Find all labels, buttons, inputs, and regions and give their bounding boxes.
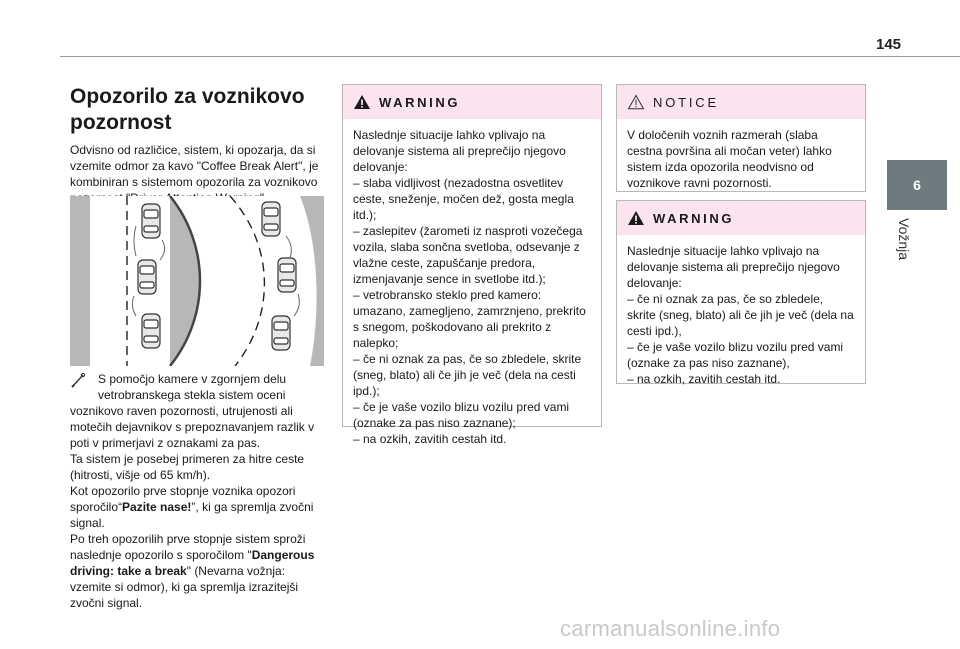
- warning1-line: – vetrobransko steklo pred kamero: umazano, zamegljeno, zamrznjeno, prekrito s snegom, poškodovano ali prekrito z nalepko;: [353, 288, 586, 350]
- warning-triangle-icon: [627, 210, 645, 226]
- tip-paragraph-2: Ta sistem je posebej primeren za hitre ceste (hitrosti, višje od 65 km/h).: [70, 452, 305, 482]
- chapter-number: 6: [913, 177, 921, 193]
- lane-drift-illustration: [70, 196, 324, 366]
- tip-pen-icon: [70, 372, 86, 388]
- notice-label: NOTICE: [653, 94, 719, 110]
- intro-paragraph: Odvisno od različice, sistem, ki opozarja, da si vzemite odmor za kavo "Coffee Break Alert", je kombiniran s sistemom opozorila za voznikovo: [70, 143, 319, 189]
- warning1-line: – zaslepitev (žarometi iz nasproti vozečega vozila, slaba sončna svetloba, odsevanje z vlažne ceste, zapuščanje predora, izmenjavanje sence in svetlobe itd.);: [353, 224, 583, 286]
- warning-header-1: [343, 85, 601, 119]
- notice-header: [617, 85, 865, 119]
- tip-paragraph-3: Kot opozorilo prve stopnje voznika opozori sporočilo“Pazite nase!”, ki ga spremlja zvočni signal.: [70, 484, 314, 530]
- section-column: [70, 84, 325, 206]
- notice-triangle-icon: [627, 94, 645, 110]
- warning-box-1: [342, 84, 602, 446]
- header-rule: [60, 56, 960, 57]
- warning1-line: – slaba vidljivost (nezadostna osvetlitev ceste, sneženje, močen dež, gosta megla itd.);: [353, 176, 574, 222]
- warning2-line: – če je vaše vozilo blizu vozilu pred vami (oznake za pas niso zaznane),: [627, 340, 844, 370]
- section-title: Opozorilo za voznikovo pozornost: [70, 85, 305, 134]
- warning2-line: – če ni oznak za pas, če so zbledele, skrite (sneg, blato) ali če jih je več (dela na cesti ipd.),: [627, 292, 854, 338]
- warning-header-2: [617, 201, 865, 235]
- warning-label-2: WARNING: [653, 210, 735, 226]
- warning1-line: – na ozkih, zavitih cestah itd.: [353, 432, 507, 446]
- warning2-line: – na ozkih, zavitih cestah itd.: [627, 372, 781, 386]
- notice-body: [617, 119, 865, 199]
- lane-drift-drawing: [70, 196, 324, 366]
- warning1-line: – če je vaše vozilo blizu vozilu pred vami (oznake za pas niso zaznane);: [353, 400, 570, 430]
- watermark: carmanualsonline.info: [560, 616, 781, 641]
- notice-box: [616, 84, 866, 192]
- warning-triangle-icon: [353, 94, 371, 110]
- notice-text: V določenih voznih razmerah (slaba cestna površina ali močan veter) lahko sistem izda opozorila neodvisno od voznikove ravni pozornosti.: [627, 128, 832, 190]
- tip-paragraph-1: voznikovo raven pozornosti, utrujenosti ali motečih dejavnikov s prepoznavanjem razlik v poti v primerjavi z oznakami za pas.: [70, 404, 315, 450]
- warning-box-2: [616, 200, 866, 384]
- tip-line-1: S pomočjo kamere v zgornjem delu: [98, 372, 287, 386]
- warning-body-1: [343, 119, 601, 455]
- tip-line-2: vetrobranskega stekla sistem oceni: [98, 388, 286, 402]
- warning1-line: – če ni oznak za pas, če so zbledele, skrite (sneg, blato) ali če jih je več (dela na cesti ipd.);: [353, 352, 582, 398]
- warning-label-1: WARNING: [379, 94, 461, 110]
- warning-body-2: [617, 235, 865, 395]
- warning2-line: Naslednje situacije lahko vplivajo na delovanje sistema ali preprečijo njegovo delovanje:: [627, 244, 840, 290]
- tip-block: [70, 371, 326, 611]
- page-number: 145: [876, 36, 902, 53]
- chapter-tab[interactable]: [887, 160, 947, 210]
- warning1-line: Naslednje situacije lahko vplivajo na delovanje sistema ali preprečijo njegovo delovanje:: [353, 128, 566, 174]
- chapter-label: Vožnja: [896, 218, 912, 261]
- tip-paragraph-4: Po treh opozorilih prve stopnje sistem sproži naslednje opozorilo s sporočilom "Dangerous driving: take a break" (Nevarna vožnja: vzemite si odmor), ki ga spremlja izrazitejši zvočni signal.: [70, 532, 315, 610]
